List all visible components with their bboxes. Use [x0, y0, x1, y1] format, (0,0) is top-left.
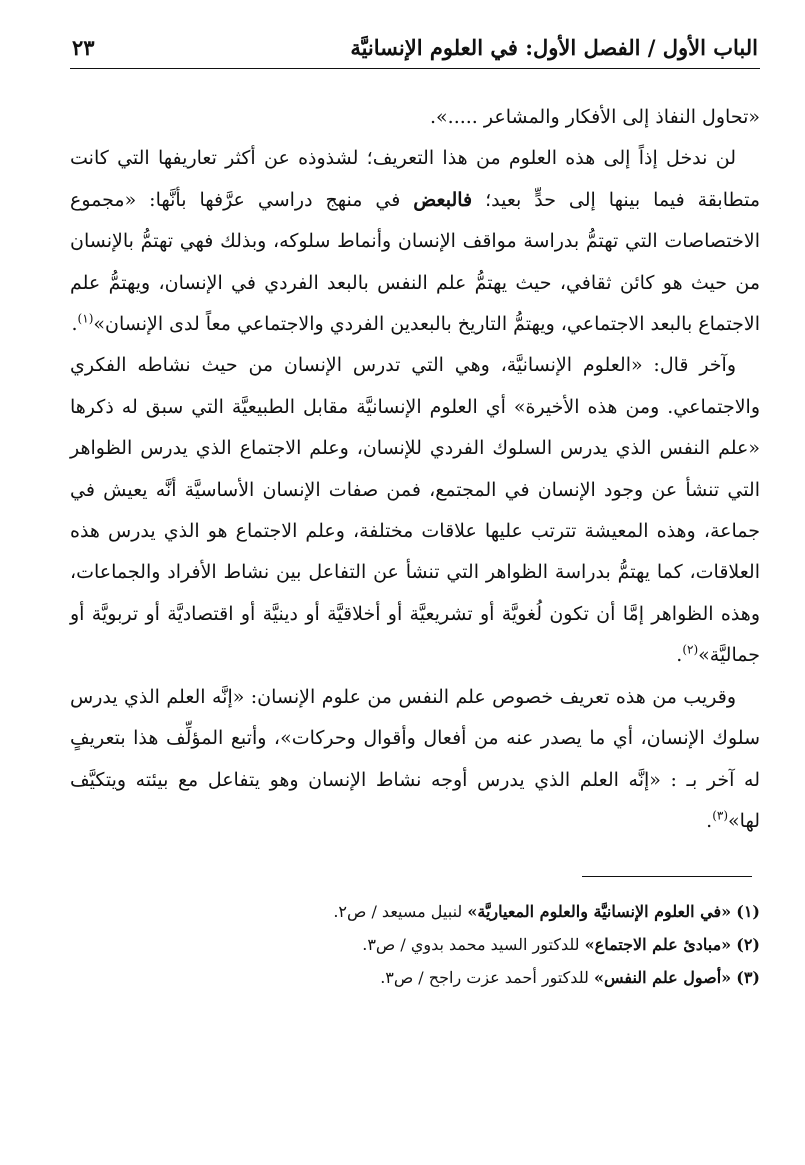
footnote-citation: لنبيل مسيعد / ص٢.	[333, 902, 468, 922]
footnote-number: (٣)	[736, 968, 760, 988]
quote-continuation: «تحاول النفاذ إلى الأفكار والمشاعر .....».	[429, 106, 760, 128]
paragraph-1	[70, 97, 760, 138]
paragraph-3-text: وآخر قال: «العلوم الإنسانيَّة، وهي التي تدرس الإنسان من حيث نشاطه الفكري والاجتماعي. ومن هذه الأخيرة» أي العلوم الإنسانيَّة مقابل الطبيعيَّة التي سبق له ذكرها «علم النفس الذي يدرس السلوك الفردي للإنسان، وعلم الاجتماع الذي يدرس الظواهر التي تنشأ عن وجود الإنسان في المجتمع، فمن صفات الإنسان الأساسيَّة أنَّه يعيش في جماعة، وهذه المعيشة تترتب عليها علاقات مختلفة، وعلم الاجتماع هو الذي يدرس هذه العلاقات، كما يهتمُّ بدراسة الظواهر التي تنشأ عن التفاعل بين نشاط الأفراد والجماعات، وهذه الظواهر إمَّا أن تكون لُغويَّة أو تشريعيَّة أو أخلاقيَّة أو دينيَّة أو اقتصاديَّة أو تربويَّة أو جماليَّة»	[70, 354, 760, 667]
footnote-item	[70, 928, 760, 961]
footnote-ref-1: (١)	[77, 311, 94, 326]
paragraph-2-text-b: في منهج دراسي عرَّفها بأنَّها: «مجموع الاختصاصات التي تهتمُّ بدراسة مواقف الإنسان وأنماط سلوكه، وبذلك فهي تهتمُّ بالإنسان من حيث هو كائن ثقافي، حيث يهتمُّ علم النفس بالبعد الفردي في الإنسان، ويهتمُّ علم الاجتماع بالبعد الاجتماعي، ويهتمُّ التاريخ بالبعدين الفردي والاجتماعي معاً لدى الإنسان»	[70, 188, 760, 336]
page-number: ٢٣	[72, 35, 95, 60]
paragraph-3	[70, 345, 760, 676]
footnote-ref-2: (٢)	[682, 642, 699, 657]
footnote-number: (٢)	[736, 935, 760, 955]
footnote-ref-3: (٣)	[712, 808, 729, 823]
footnote-number: (١)	[736, 902, 760, 922]
paragraph-4	[70, 677, 760, 843]
footnote-item	[70, 961, 760, 994]
running-header	[70, 28, 760, 69]
paragraph-2	[70, 138, 760, 345]
paragraph-4-text: وقريب من هذه تعريف خصوص علم النفس من علوم الإنسان: «إنَّه العلم الذي يدرس سلوك الإنسان، أي ما يصدر عنه من أفعال وأقوال وحركات»، وأتبع المؤلِّف هذا بتعريفٍ له آخر بـ : «إنَّه العلم الذي يدرس أوجه نشاط الإنسان وهو يتفاعل مع بيئته ويتكيَّف لها»	[70, 685, 760, 832]
body-text	[70, 97, 760, 842]
footnote-book-title: «أصول علم النفس»	[593, 968, 732, 988]
paragraph-2-text-a: لن ندخل إذاً إلى هذه العلوم من هذا التعريف؛ لشذوذه عن أكثر تعاريفها التي كانت متطابقة فيما بينها إلى حدٍّ بعيد؛	[70, 147, 760, 211]
paragraph-4-end: .	[706, 809, 713, 832]
footnote-separator	[582, 876, 752, 877]
footnote-item	[70, 895, 760, 928]
paragraph-3-end: .	[676, 644, 683, 667]
paragraph-2-emphasis: فالبعض	[413, 188, 473, 211]
footnote-book-title: «في العلوم الإنسانيَّة والعلوم المعياريَّة»	[467, 902, 732, 922]
footnote-book-title: «مبادئ علم الاجتماع»	[584, 935, 732, 955]
footnote-citation: للدكتور السيد محمد بدوي / ص٣.	[362, 935, 585, 955]
paragraph-2-end: .	[71, 313, 78, 336]
book-page	[70, 28, 760, 1138]
header-title: الباب الأول / الفصل الأول: في العلوم الإنسانيَّة	[350, 35, 758, 60]
footnote-citation: للدكتور أحمد عزت راجح / ص٣.	[380, 968, 594, 988]
footnotes	[70, 895, 760, 994]
